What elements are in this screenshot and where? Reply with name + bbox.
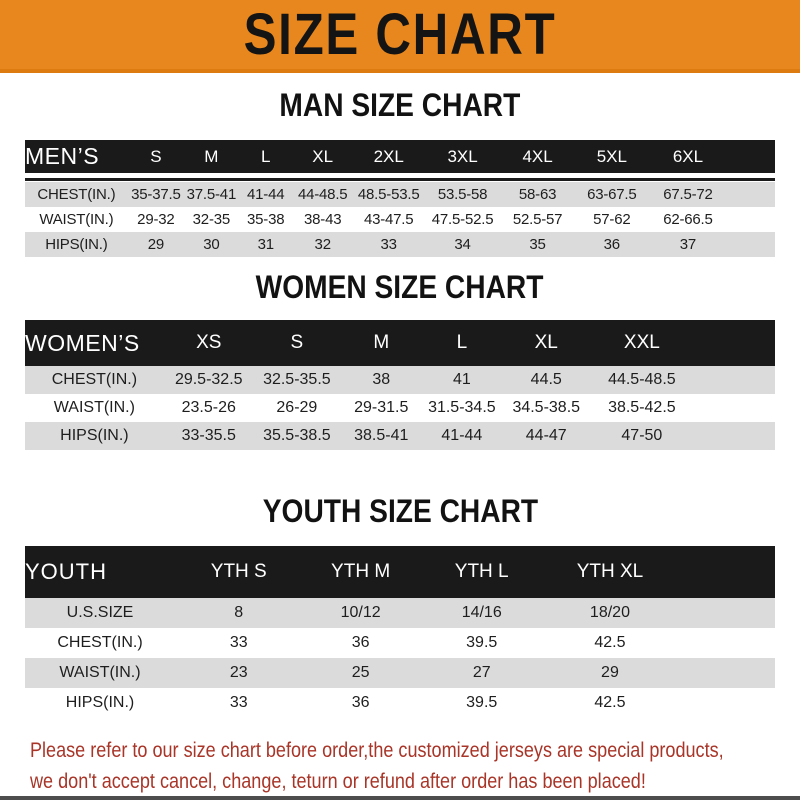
value-cell: 35.5-38.5 (263, 427, 331, 444)
disclaimer-line-1: Please refer to our size chart before order,the customized jerseys are special products, (30, 738, 724, 762)
col-header: YTH S (175, 546, 302, 598)
row-label: CHEST(IN.) (57, 634, 143, 651)
value-cell: 39.5 (466, 694, 498, 711)
value-cell: 32-35 (192, 211, 231, 228)
value-cell: 38.5-42.5 (608, 399, 676, 416)
value-cell: 48.5-53.5 (357, 186, 420, 203)
col-header: YTH XL (545, 546, 676, 598)
value-cell: 32.5-35.5 (263, 371, 331, 388)
value-cell: 29 (601, 664, 619, 681)
col-header: XL (501, 320, 591, 366)
row-spacer (675, 598, 775, 628)
value-cell: 30 (203, 236, 220, 253)
value-cell: 14/16 (461, 604, 502, 621)
table-row (25, 658, 775, 688)
col-header: S (254, 320, 340, 366)
row-label: WAIST(IN.) (39, 211, 114, 228)
value-cell: 33 (229, 634, 248, 651)
header-rule-row (25, 173, 775, 182)
value-cell: 36 (351, 634, 370, 651)
value-cell: 44.5-48.5 (608, 371, 676, 388)
header-rule (25, 173, 775, 182)
row-label: HIPS(IN.) (45, 236, 108, 253)
disclaimer (30, 736, 800, 798)
row-label: HIPS(IN.) (65, 694, 135, 711)
col-header: XL (293, 140, 353, 173)
youth-header-row (25, 546, 775, 598)
value-cell: 29-32 (137, 211, 175, 228)
col-header: M (184, 140, 239, 173)
value-cell: 18/20 (589, 604, 630, 621)
value-cell: 53.5-58 (437, 186, 488, 203)
row-label: CHEST(IN.) (37, 186, 116, 203)
value-cell: 32 (314, 236, 331, 253)
table-row (25, 207, 775, 232)
value-cell: 47-50 (621, 427, 663, 444)
value-cell: 44.5 (530, 371, 562, 388)
bottom-edge-strip (0, 796, 800, 800)
col-header: 4XL (500, 140, 574, 173)
value-cell: 44-47 (525, 427, 567, 444)
value-cell: 34.5-38.5 (512, 399, 581, 416)
row-spacer (727, 207, 775, 232)
value-cell: 33 (380, 236, 397, 253)
youth-corner-label: YOUTH (25, 546, 175, 598)
value-cell: 41-44 (441, 427, 483, 444)
col-header: 2XL (353, 140, 425, 173)
value-cell: 27 (472, 664, 491, 681)
table-row (25, 628, 775, 658)
value-cell: 35 (529, 236, 546, 253)
row-spacer (727, 232, 775, 257)
col-header: M (340, 320, 423, 366)
value-cell: 39.5 (466, 634, 498, 651)
header-spacer (727, 140, 775, 173)
row-label: U.S.SIZE (66, 604, 134, 621)
row-spacer (693, 366, 776, 394)
youth-size-table (25, 546, 775, 718)
value-cell: 29-31.5 (354, 399, 409, 416)
value-cell: 33 (229, 694, 248, 711)
value-cell: 37.5-41 (186, 186, 237, 203)
banner (0, 0, 800, 73)
value-cell: 8 (234, 604, 244, 621)
col-header: L (239, 140, 293, 173)
value-cell: 67.5-72 (663, 186, 713, 203)
youth-heading: YOUTH SIZE CHART (262, 493, 538, 529)
col-header: 5XL (575, 140, 649, 173)
value-cell: 31 (257, 236, 274, 253)
table-row (25, 422, 775, 450)
value-cell: 42.5 (594, 634, 626, 651)
women-heading: WOMEN SIZE CHART (256, 269, 544, 305)
value-cell: 44-48.5 (297, 186, 348, 203)
row-spacer (675, 658, 775, 688)
value-cell: 35-37.5 (131, 186, 181, 203)
section-men (0, 88, 800, 257)
value-cell: 57-62 (593, 211, 631, 228)
men-header-row (25, 140, 775, 173)
col-header: 6XL (649, 140, 727, 173)
row-label: HIPS(IN.) (60, 427, 129, 444)
value-cell: 10/12 (340, 604, 381, 621)
table-row (25, 598, 775, 628)
table-row (25, 182, 775, 207)
col-header: 3XL (425, 140, 501, 173)
women-size-table (25, 320, 775, 450)
women-corner-label: WOMEN’S (25, 320, 164, 366)
row-label: CHEST(IN.) (51, 371, 138, 388)
men-size-table (25, 140, 775, 257)
value-cell: 62-66.5 (663, 211, 713, 228)
table-row (25, 394, 775, 422)
disclaimer-line-2: we don't accept cancel, change, teturn or refund after order has been placed! (30, 769, 646, 793)
value-cell: 63-67.5 (587, 186, 637, 203)
value-cell: 34 (454, 236, 471, 253)
value-cell: 41-44 (247, 186, 285, 203)
value-cell: 38.5-41 (354, 427, 409, 444)
value-cell: 29 (147, 236, 165, 253)
row-spacer (693, 394, 776, 422)
value-cell: 25 (351, 664, 370, 681)
value-cell: 58-63 (518, 186, 557, 203)
women-header-row (25, 320, 775, 366)
section-youth (0, 494, 800, 718)
value-cell: 52.5-57 (512, 211, 563, 228)
row-spacer (693, 422, 776, 450)
row-spacer (727, 182, 775, 207)
value-cell: 36 (351, 694, 370, 711)
row-label: WAIST(IN.) (53, 399, 135, 416)
col-header: YTH L (419, 546, 545, 598)
header-spacer (693, 320, 776, 366)
col-header: XXL (591, 320, 692, 366)
table-row (25, 688, 775, 718)
table-row (25, 232, 775, 257)
value-cell: 29.5-32.5 (174, 371, 243, 388)
value-cell: 41 (452, 371, 471, 388)
header-spacer (675, 546, 775, 598)
value-cell: 31.5-34.5 (428, 399, 496, 416)
value-cell: 42.5 (594, 694, 626, 711)
value-cell: 43-47.5 (363, 211, 414, 228)
banner-title: SIZE CHART (243, 1, 557, 67)
value-cell: 23.5-26 (181, 399, 236, 416)
value-cell: 38 (372, 371, 391, 388)
value-cell: 37 (679, 236, 697, 253)
value-cell: 26-29 (276, 399, 318, 416)
men-heading: MAN SIZE CHART (279, 87, 521, 123)
value-cell: 35-38 (247, 211, 285, 228)
row-spacer (675, 688, 775, 718)
col-header: YTH M (302, 546, 418, 598)
col-header: S (128, 140, 184, 173)
value-cell: 33-35.5 (181, 427, 236, 444)
col-header: L (423, 320, 502, 366)
value-cell: 38-43 (304, 211, 342, 228)
table-row (25, 366, 775, 394)
col-header: XS (164, 320, 254, 366)
value-cell: 23 (229, 664, 248, 681)
men-corner-label: MEN’S (25, 140, 128, 173)
value-cell: 47.5-52.5 (431, 211, 494, 228)
value-cell: 36 (603, 236, 620, 253)
row-spacer (675, 628, 775, 658)
row-label: WAIST(IN.) (59, 664, 141, 681)
section-women (0, 270, 800, 450)
